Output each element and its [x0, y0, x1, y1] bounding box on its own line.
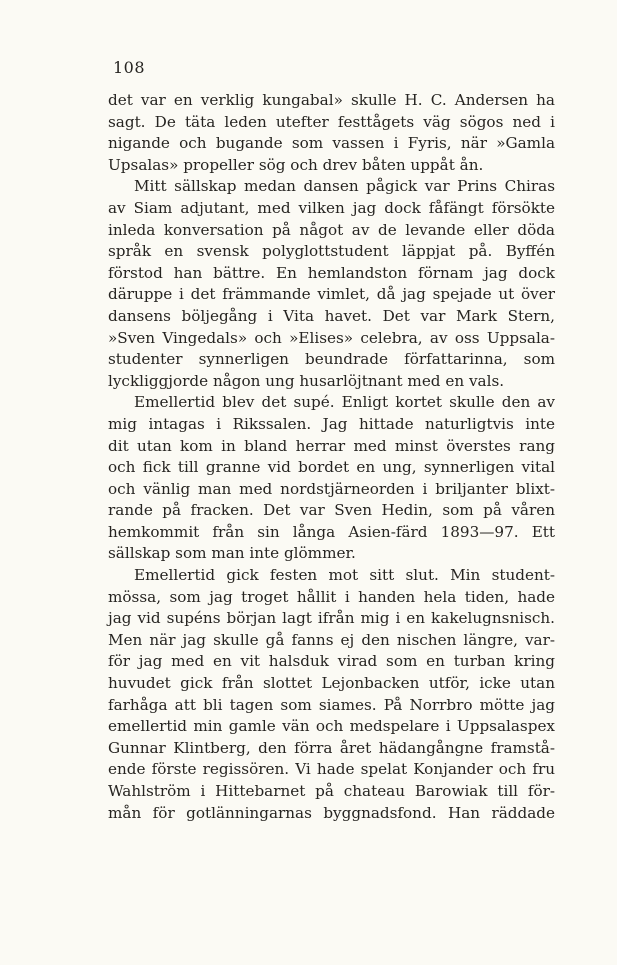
page-number: 108 [113, 58, 146, 77]
text-line: farhåga att bli tagen som siames. På Norrbro mötte jag [108, 695, 555, 714]
text-line: studenter synnerligen beundrade författarinna, som [108, 350, 555, 369]
text-line: mig intagas i Rikssalen. Jag hittade naturligtvis inte [108, 414, 555, 433]
text-line: mössa, som jag troget hållit i handen hela tiden, hade [108, 587, 555, 606]
text-line: inleda konversation på något av de levande eller döda [108, 220, 555, 239]
text-line: av Siam adjutant, med vilken jag dock fåfängt försökte [108, 198, 555, 217]
text-line: dansens böljegång i Vita havet. Det var Mark Stern, [108, 306, 555, 325]
body-text [108, 90, 555, 824]
text-line: Emellertid gick festen mot sitt slut. Min student- [134, 566, 555, 585]
text-line: nigande och bugande som vassen i Fyris, när »Gamla [108, 134, 555, 153]
text-line: och fick till granne vid bordet en ung, synnerligen vital [108, 458, 555, 477]
text-line: för jag med en vit halsduk virad som en turban kring [108, 652, 555, 671]
text-line: Mitt sällskap medan dansen pågick var Prins Chiras [134, 177, 555, 196]
text-line: Upsalas» propeller sög och drev båten uppåt ån. [108, 155, 484, 174]
text-line: jag vid supéns början lagt ifrån mig i en kakelugnsnisch. [108, 609, 555, 628]
text-line: det var en verklig kungabal» skulle H. C. Andersen ha [108, 91, 555, 109]
text-line: och vänlig man med nordstjärneorden i briljanter blixt- [108, 479, 555, 498]
text-line: Wahlström i Hittebarnet på chateau Barowiak till för- [108, 782, 555, 800]
text-line: lyckliggjorde någon ung husarlöjtnant med en vals. [108, 371, 505, 390]
text-line: sällskap som man inte glömmer. [108, 544, 356, 563]
text-line: däruppe i det främmande vimlet, då jag spejade ut över [108, 285, 555, 304]
text-line: »Sven Vingedals» och »Elises» celebra, av oss Uppsala- [108, 328, 555, 347]
text-line: mån för gotlänningarnas byggnadsfond. Han räddade [108, 803, 555, 822]
text-line: emellertid min gamle vän och medspelare i Uppsalaspex [108, 717, 555, 736]
text-line: ende förste regissören. Vi hade spelat Konjander och fru [108, 760, 555, 779]
text-line: förstod han bättre. En hemlandston förnam jag dock [108, 263, 555, 282]
text-line: hemkommit från sin långa Asien-färd 1893—97. Ett [108, 522, 555, 541]
text-line: huvudet gick från slottet Lejonbacken utför, icke utan [108, 674, 555, 693]
text-line: rande på fracken. Det var Sven Hedin, som på våren [108, 501, 555, 520]
text-line: sagt. De täta leden utefter festtågets väg sögos ned i [108, 112, 555, 131]
text-line: Emellertid blev det supé. Enligt kortet skulle den av [134, 393, 555, 412]
text-line: dit utan kom in bland herrar med minst överstes rang [108, 436, 555, 455]
text-line: Gunnar Klintberg, den förra året hädangångne framstå- [108, 738, 555, 757]
text-line: språk en svensk polyglottstudent läppjat på. Byffén [108, 242, 555, 261]
text-line: Men när jag skulle gå fanns ej den nischen längre, var- [108, 630, 555, 649]
